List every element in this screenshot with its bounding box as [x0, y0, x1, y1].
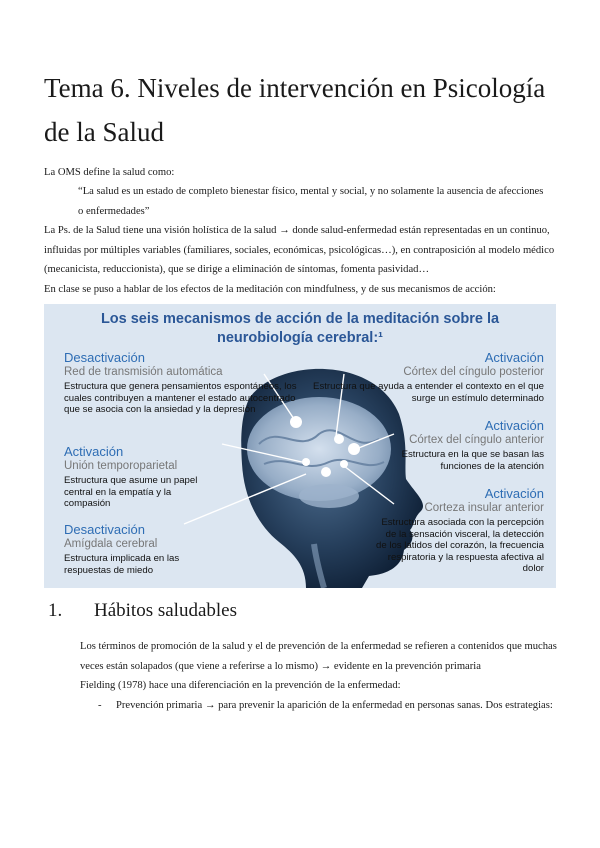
mechanism-heading: Desactivación	[64, 522, 145, 537]
mechanism-anterior-insula	[374, 486, 544, 575]
mechanism-description: Estructura que asume un papel central en la empatía y la compasión	[64, 475, 198, 510]
holistic-paragraph: La Ps. de la Salud tiene una visión holística de la salud → donde salud-enfermedad están representadas en un continuo, influidas por múltiples variables (familiares, sociales, económicas, psicológicas…), en contraposición al modelo médico (mecanicista, reduccionista), que se dirige a eliminación de síntomas, fomenta pasividad…	[44, 225, 555, 275]
mechanism-heading: Activación	[64, 444, 124, 459]
mechanism-heading: Desactivación	[64, 350, 145, 365]
mechanism-region: Red de transmisión automática	[64, 366, 223, 378]
mechanism-posterior-cingulate	[306, 350, 544, 404]
mechanism-heading: Activación	[484, 486, 544, 501]
mechanism-anterior-cingulate	[364, 418, 544, 472]
bullet-marker: -	[98, 700, 102, 711]
section-number: 1.	[48, 600, 63, 621]
mechanism-region: Corteza insular anterior	[424, 502, 544, 514]
list-item: Prevención primaria → para prevenir la aparición de la enfermedad en personas sanas. Dos estrategias:	[116, 700, 553, 711]
mechanism-heading: Activación	[484, 350, 544, 365]
mechanism-default-network	[64, 350, 304, 416]
mechanism-region: Unión temporoparietal	[64, 460, 178, 472]
mechanism-description: Estructura que genera pensamientos espontáneos, los cuales contribuyen a mantener el estado autocentrado que se asocia con la ansiedad y la depresión	[64, 381, 297, 416]
mechanism-heading: Activación	[484, 418, 544, 433]
mechanism-region: Amígdala cerebral	[64, 538, 158, 550]
oms-intro: La OMS define la salud como:	[44, 167, 175, 178]
health-definition-quote: “La salud es un estado de completo bienestar físico, mental y social, y no solamente la ausencia de afecciones o enfermedades”	[78, 186, 544, 217]
section-title: Hábitos saludables	[94, 600, 238, 621]
figure-title: Los seis mecanismos de acción de la meditación sobre la neurobiología cerebral:¹	[100, 311, 500, 346]
fielding-paragraph: Fielding (1978) hace una diferenciación en la prevención de la enfermedad:	[80, 680, 401, 691]
meditation-mechanisms-figure	[44, 304, 556, 588]
section-heading	[48, 598, 237, 624]
page-title: Tema 6. Niveles de intervención en Psicología de la Salud	[44, 73, 546, 147]
promotion-paragraph: Los términos de promoción de la salud y el de prevención de la enfermedad se refieren a contenidos que muchas veces están solapados (que viene a referirse a lo mismo) → evidente en la prevención primaria	[80, 641, 557, 672]
mechanism-description: Estructura que ayuda a entender el contexto en el que surge un estímulo determinado	[313, 381, 544, 404]
mechanism-description: Estructura en la que se basan las funciones de la atención	[401, 449, 544, 472]
mechanism-description: Estructura asociada con la percepción de la sensación visceral, la detección de los latidos del corazón, la frecuencia respiratoria y la respuesta afectiva al dolor	[376, 517, 544, 575]
mechanism-region: Córtex del cíngulo anterior	[409, 434, 544, 446]
meditation-paragraph: En clase se puso a hablar de los efectos de la meditación con mindfulness, y de sus mecanismos de acción:	[44, 284, 496, 295]
mechanism-temporoparietal	[64, 444, 214, 510]
mechanism-amygdala	[64, 522, 214, 576]
mechanism-region: Córtex del cíngulo posterior	[403, 366, 544, 378]
mechanism-description: Estructura implicada en las respuestas de miedo	[64, 553, 180, 576]
